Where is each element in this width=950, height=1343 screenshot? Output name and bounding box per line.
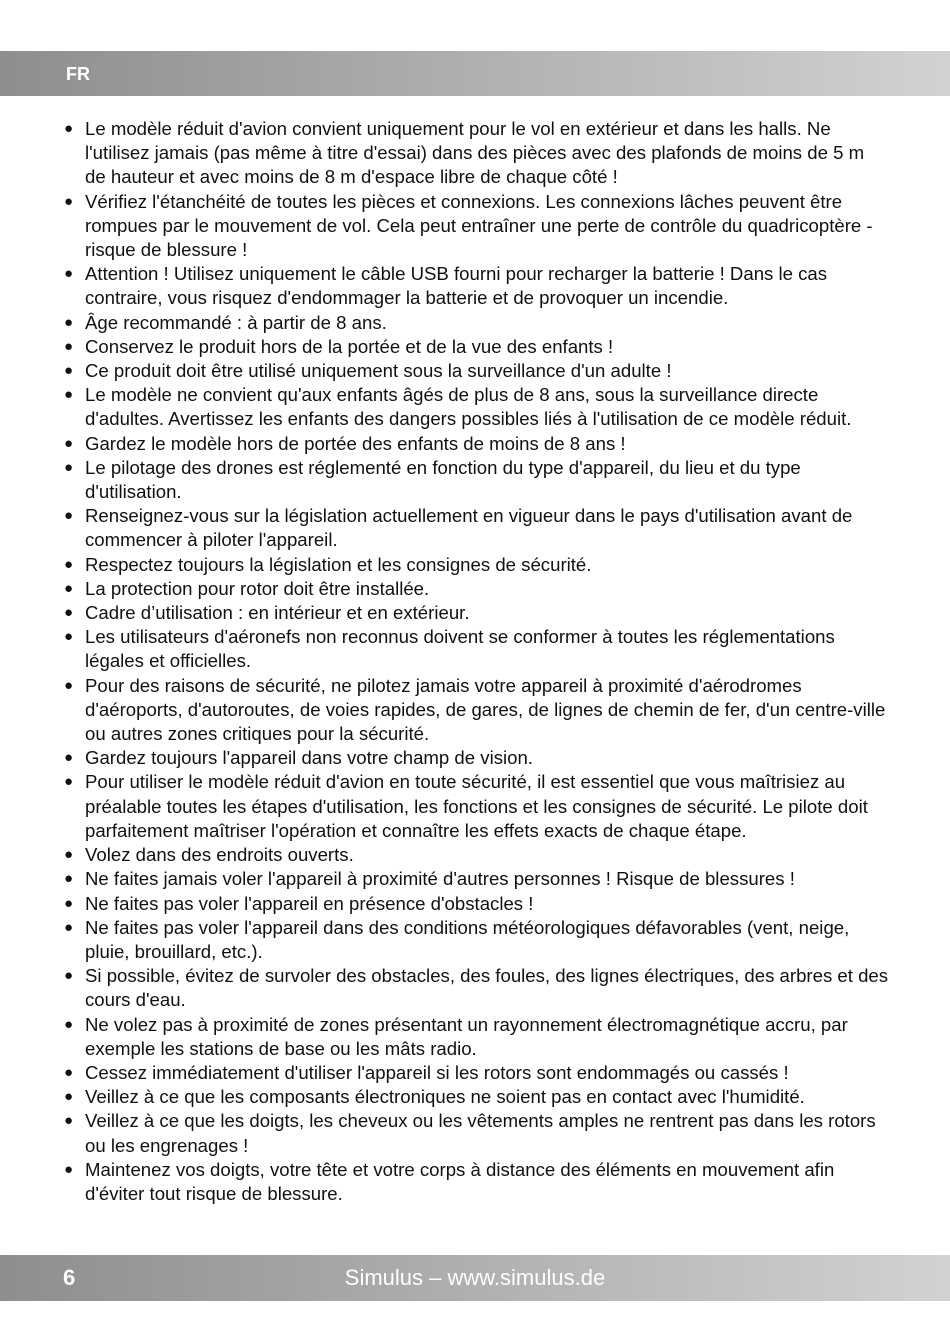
list-item: [59, 383, 889, 431]
list-item-text: Les utilisateurs d'aéronefs non reconnus doivent se conformer à toutes les réglementations légales et officielles.: [85, 626, 835, 672]
list-item: [59, 1158, 889, 1206]
list-item-text: Ce produit doit être utilisé uniquement sous la surveillance d'un adulte !: [85, 360, 672, 382]
list-item: [59, 1061, 889, 1085]
list-item-text: Pour utiliser le modèle réduit d'avion en toute sécurité, il est essentiel que vous maîtrisiez au préalable toutes les étapes d'utilisation, les fonctions et les consignes de sécurité. Le pilote doit parfaitement maîtriser l'opération et connaître les effets exacts de chaque étape.: [85, 771, 868, 841]
list-item: [59, 432, 889, 456]
list-item-text: La protection pour rotor doit être installée.: [85, 577, 430, 599]
bullet-icon: ●: [64, 1112, 74, 1130]
bullet-icon: ●: [64, 313, 74, 331]
list-item-text: Veillez à ce que les composants électroniques ne soient pas en contact avec l'humidité.: [85, 1086, 805, 1108]
bullet-icon: ●: [64, 386, 74, 404]
list-item-text: Ne faites pas voler l'appareil en présence d'obstacles !: [85, 892, 534, 914]
bullet-icon: ●: [64, 604, 74, 622]
list-item: [59, 335, 889, 359]
bullet-icon: ●: [64, 1160, 74, 1178]
list-item-text: Si possible, évitez de survoler des obstacles, des foules, des lignes électriques, des arbres et des cours d'eau.: [85, 965, 889, 1011]
language-label: FR: [66, 64, 90, 84]
list-item: [59, 843, 889, 867]
list-item-text: Volez dans des endroits ouverts.: [85, 844, 354, 866]
list-item: [59, 625, 889, 673]
list-item-text: Attention ! Utilisez uniquement le câble USB fourni pour recharger la batterie ! Dans le cas contraire, vous risquez d'endommager la batterie et de provoquer un incendie.: [85, 263, 828, 309]
list-item-text: Le modèle ne convient qu'aux enfants âgés de plus de 8 ans, sous la surveillance directe d'adultes. Avertissez les enfants des dangers possibles liés à l'utilisation de ce modèle réduit.: [85, 384, 852, 430]
bullet-icon: ●: [64, 555, 74, 573]
list-item: [59, 867, 889, 891]
list-item: [59, 892, 889, 916]
list-item-text: Gardez toujours l'appareil dans votre champ de vision.: [85, 747, 533, 769]
list-item-text: Ne volez pas à proximité de zones présentant un rayonnement électromagnétique accru, par exemple les stations de base ou les mâts radio.: [85, 1013, 848, 1059]
bullet-icon: ●: [64, 1088, 74, 1106]
bullet-icon: ●: [64, 773, 74, 791]
list-item: [59, 117, 889, 190]
bullet-icon: ●: [64, 749, 74, 767]
list-item-text: Renseignez-vous sur la législation actuellement en vigueur dans le pays d'utilisation avant de commencer à piloter l'appareil.: [85, 505, 853, 551]
safety-list: [59, 117, 889, 1206]
bullet-icon: ●: [64, 337, 74, 355]
list-item-text: Le pilotage des drones est réglementé en fonction du type d'appareil, du lieu et du type d'utilisation.: [85, 456, 801, 503]
list-item-text: Âge recommandé : à partir de 8 ans.: [85, 311, 387, 333]
list-item-text: Maintenez vos doigts, votre tête et votre corps à distance des éléments en mouvement afin d'éviter tout risque de blessure.: [85, 1158, 835, 1204]
list-item: [59, 359, 889, 383]
list-item-text: Ne faites pas voler l'appareil dans des conditions météorologiques défavorables (vent, neige, pluie, brouillard, etc.).: [85, 916, 850, 962]
bullet-icon: ●: [64, 192, 74, 210]
bullet-icon: ●: [64, 918, 74, 936]
list-item: [59, 674, 889, 747]
bullet-icon: ●: [64, 265, 74, 283]
safety-instructions: [59, 117, 889, 1206]
bullet-icon: ●: [64, 967, 74, 985]
bullet-icon: ●: [64, 458, 74, 476]
list-item: [59, 964, 889, 1012]
bullet-icon: ●: [64, 1015, 74, 1033]
header-bar: [0, 51, 950, 96]
list-item: [59, 553, 889, 577]
bullet-icon: ●: [64, 628, 74, 646]
bullet-icon: ●: [64, 846, 74, 864]
list-item-text: Conservez le produit hors de la portée et de la vue des enfants !: [85, 335, 614, 357]
list-item: [59, 456, 889, 504]
bullet-icon: ●: [64, 579, 74, 597]
list-item: [59, 601, 889, 625]
list-item: [59, 916, 889, 964]
footer-bar: [0, 1255, 950, 1301]
list-item: [59, 770, 889, 843]
list-item: [59, 504, 889, 552]
list-item-text: Cessez immédiatement d'utiliser l'appareil si les rotors sont endommagés ou cassés !: [85, 1061, 789, 1083]
list-item-text: Ne faites jamais voler l'appareil à proximité d'autres personnes ! Risque de blessures !: [85, 868, 795, 890]
list-item-text: Gardez le modèle hors de portée des enfants de moins de 8 ans !: [85, 432, 626, 454]
list-item: [59, 1013, 889, 1061]
list-item: [59, 311, 889, 335]
bullet-icon: ●: [64, 676, 74, 694]
list-item: [59, 190, 889, 263]
list-item-text: Le modèle réduit d'avion convient uniquement pour le vol en extérieur et dans les halls. Ne l'utilisez jamais (pas même à titre d'essai) dans des pièces avec des plafonds de moins de 5 m de hauteur et avec moins de 8 m d'espace libre de chaque côté !: [85, 118, 865, 188]
list-item-text: Vérifiez l'étanchéité de toutes les pièces et connexions. Les connexions lâches peuvent être rompues par le mouvement de vol. Cela peut entraîner une perte de contrôle du quadricoptère - risque de blessure !: [85, 190, 873, 261]
bullet-icon: ●: [64, 1063, 74, 1081]
list-item: [59, 262, 889, 310]
bullet-icon: ●: [64, 870, 74, 888]
list-item-text: Cadre d’utilisation : en intérieur et en extérieur.: [85, 602, 470, 624]
list-item: [59, 577, 889, 601]
list-item-text: Veillez à ce que les doigts, les cheveux ou les vêtements amples ne rentrent pas dans les rotors ou les engrenages !: [85, 1110, 876, 1156]
footer-brand-url: Simulus – www.simulus.de: [344, 1265, 606, 1290]
list-item: [59, 1085, 889, 1109]
list-item: [59, 1109, 889, 1157]
bullet-icon: ●: [64, 507, 74, 525]
bullet-icon: ●: [64, 120, 74, 137]
bullet-icon: ●: [64, 362, 74, 380]
list-item: [59, 746, 889, 770]
list-item-text: Pour des raisons de sécurité, ne pilotez jamais votre appareil à proximité d'aérodromes d'aéroports, d'autoroutes, de voies rapides, de gares, de lignes de chemin de fer, d'un centre-ville ou autres zones critiques pour la sécurité.: [85, 674, 886, 745]
bullet-icon: ●: [64, 434, 74, 452]
list-item-text: Respectez toujours la législation et les consignes de sécurité.: [85, 553, 592, 575]
bullet-icon: ●: [64, 894, 74, 912]
page-number: 6: [63, 1265, 76, 1290]
